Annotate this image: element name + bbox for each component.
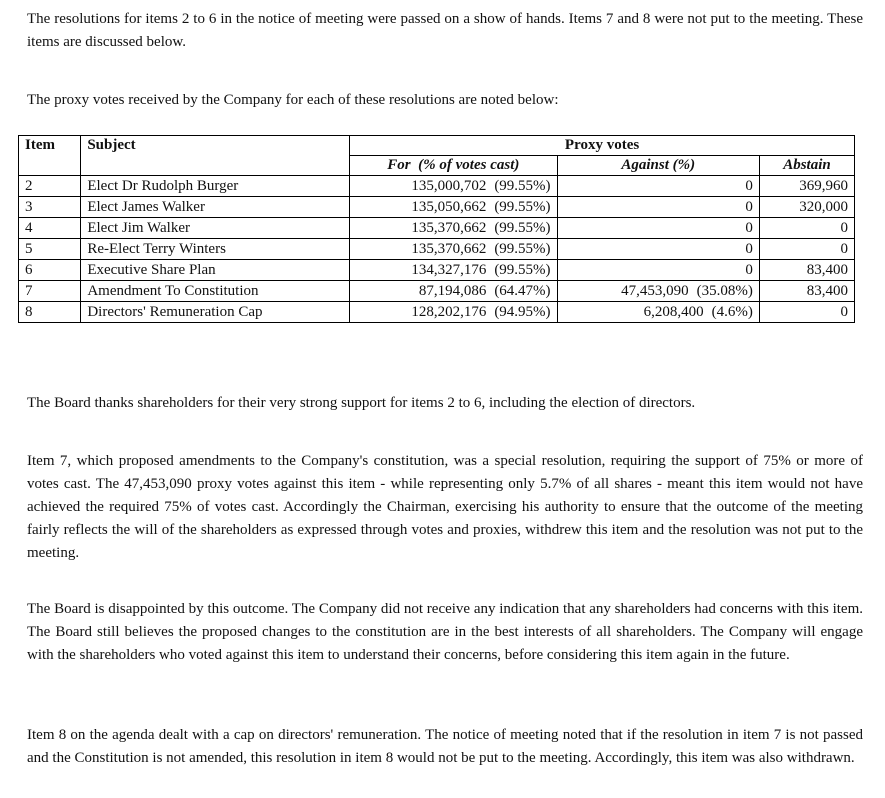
header-against: Against (%) [557, 156, 759, 176]
cell-for [350, 197, 557, 218]
for-percent: (99.55%) [494, 261, 551, 278]
against-votes: 47,453,090 [621, 282, 689, 299]
proxy-intro-paragraph: The proxy votes received by the Company for each of these resolutions are noted below: [27, 92, 559, 108]
cell-item: 2 [19, 176, 81, 197]
table-row [19, 218, 855, 239]
thanks-paragraph: The Board thanks shareholders for their very strong support for items 2 to 6, including the election of directors. [27, 395, 696, 411]
cell-for [350, 281, 557, 302]
cell-abstain: 369,960 [759, 176, 854, 197]
cell-abstain: 320,000 [759, 197, 854, 218]
cell-for [350, 239, 557, 260]
cell-against [557, 197, 759, 218]
for-percent: (99.55%) [494, 240, 551, 257]
proxy-votes-table [18, 135, 855, 323]
cell-item: 8 [19, 302, 81, 323]
header-abstain: Abstain [759, 156, 854, 176]
cell-abstain: 83,400 [759, 281, 854, 302]
cell-subject: Amendment To Constitution [81, 281, 350, 302]
cell-subject: Re-Elect Terry Winters [81, 239, 350, 260]
cell-for [350, 176, 557, 197]
for-votes: 128,202,176 [411, 303, 487, 320]
cell-abstain: 83,400 [759, 260, 854, 281]
for-percent: (99.55%) [494, 177, 551, 194]
against-votes: 0 [745, 240, 753, 257]
cell-item: 6 [19, 260, 81, 281]
table-header-row [19, 136, 855, 156]
cell-item: 5 [19, 239, 81, 260]
header-for: For (% of votes cast) [350, 156, 557, 176]
for-percent: (99.55%) [494, 198, 551, 215]
cell-for [350, 260, 557, 281]
cell-abstain: 0 [759, 302, 854, 323]
cell-subject: Directors' Remuneration Cap [81, 302, 350, 323]
cell-for [350, 302, 557, 323]
intro-paragraph: The resolutions for items 2 to 6 in the notice of meeting were passed on a show of hands. Items 7 and 8 were not put to the meeting. These items are discussed below. [27, 11, 863, 50]
cell-abstain: 0 [759, 218, 854, 239]
cell-against [557, 302, 759, 323]
table-row [19, 260, 855, 281]
header-subject: Subject [81, 136, 350, 176]
against-percent: (35.08%) [696, 282, 753, 299]
table-row [19, 176, 855, 197]
cell-abstain: 0 [759, 239, 854, 260]
table-row [19, 302, 855, 323]
cell-against [557, 260, 759, 281]
cell-against [557, 239, 759, 260]
against-votes: 0 [745, 198, 753, 215]
against-percent: (4.6%) [711, 303, 753, 320]
item8-paragraph: Item 8 on the agenda dealt with a cap on directors' remuneration. The notice of meeting noted that if the resolution in item 7 is not passed and the Constitution is not amended, this resolution in item 8 would not be put to the meeting. Accordingly, this item was also withdrawn. [27, 727, 863, 766]
table-row [19, 281, 855, 302]
cell-against [557, 281, 759, 302]
item7-paragraph: Item 7, which proposed amendments to the Company's constitution, was a special resolution, requiring the support of 75% or more of votes cast. The 47,453,090 proxy votes against this item - while representing only 5.7% of all shares - meant this item would not have achieved the required 75% of votes cast. Accordingly the Chairman, exercising his authority to ensure that the outcome of the meeting fairly reflects the will of the shareholders as expressed through votes and proxies, withdrew this item and the resolution was not put to the meeting. [27, 453, 863, 561]
against-votes: 0 [745, 261, 753, 278]
cell-subject: Executive Share Plan [81, 260, 350, 281]
cell-item: 3 [19, 197, 81, 218]
against-votes: 0 [745, 177, 753, 194]
for-votes: 134,327,176 [411, 261, 487, 278]
for-percent: (94.95%) [494, 303, 551, 320]
cell-against [557, 218, 759, 239]
for-votes: 135,370,662 [411, 219, 487, 236]
table-row [19, 239, 855, 260]
table-row [19, 197, 855, 218]
table-body [19, 176, 855, 323]
for-votes: 135,000,702 [411, 177, 487, 194]
header-item: Item [19, 136, 81, 176]
against-votes: 0 [745, 219, 753, 236]
for-votes: 87,194,086 [418, 282, 487, 299]
against-votes: 6,208,400 [643, 303, 704, 320]
cell-subject: Elect Jim Walker [81, 218, 350, 239]
cell-subject: Elect James Walker [81, 197, 350, 218]
for-votes: 135,050,662 [411, 198, 487, 215]
disappointed-paragraph: The Board is disappointed by this outcome. The Company did not receive any indication that any shareholders had concerns with this item. The Board still believes the proposed changes to the constitution are in the best interests of all shareholders. The Company will engage with the shareholders who voted against this item to understand their concerns, before considering this item again in the future. [27, 601, 863, 663]
cell-item: 7 [19, 281, 81, 302]
cell-against [557, 176, 759, 197]
header-proxy-votes: Proxy votes [350, 136, 855, 156]
for-percent: (64.47%) [494, 282, 551, 299]
for-votes: 135,370,662 [411, 240, 487, 257]
for-percent: (99.55%) [494, 219, 551, 236]
cell-subject: Elect Dr Rudolph Burger [81, 176, 350, 197]
cell-item: 4 [19, 218, 81, 239]
cell-for [350, 218, 557, 239]
